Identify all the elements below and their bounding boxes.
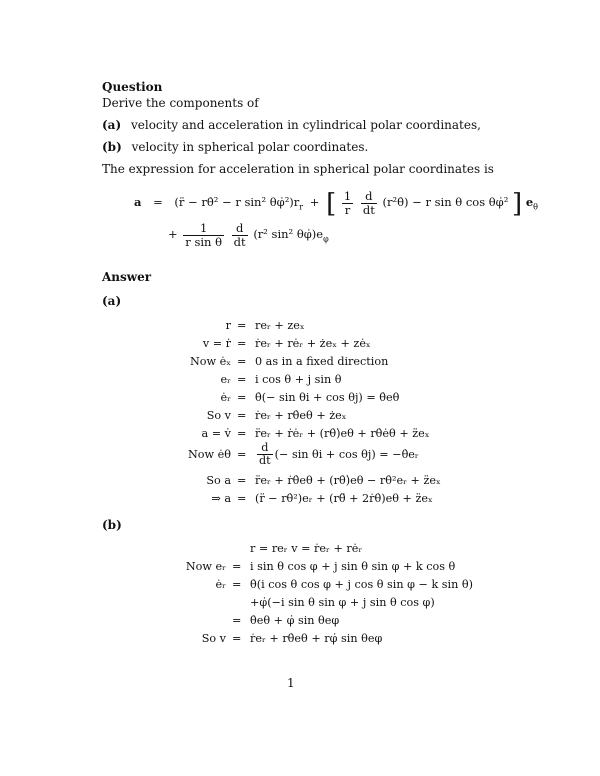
question-heading: Question [102, 80, 163, 94]
item-a [102, 118, 481, 132]
equation-rhs: +φ̇(−i sin θ sin φ + j sin θ cos φ) [250, 596, 435, 609]
acceleration-rel: = [153, 195, 163, 210]
equation-lhs: ⇒ a [211, 492, 231, 505]
fraction-num: d [257, 442, 273, 455]
right-bracket: ] [512, 189, 523, 220]
equation-relation: = [232, 560, 242, 573]
acceleration-radial-sub: r [299, 202, 304, 212]
item-b-text: velocity in spherical polar coordinates. [131, 140, 369, 154]
equation-lhs: Now eᵣ [185, 560, 226, 573]
equation-rhs: θ̇(i cos θ cos φ + j cos θ sin φ − k sin θ) [250, 578, 473, 591]
equation-rhs: (r̈ − rθ̇²)eᵣ + (rθ̈ + 2ṙθ̇)eθ + z̈eₓ [255, 492, 433, 505]
equation-relation: = [237, 373, 247, 386]
left-bracket: [ [326, 189, 337, 220]
equation-lhs: a = v̇ [201, 427, 231, 440]
equation-relation: = [237, 427, 247, 440]
e-theta-sub: θ [533, 202, 538, 212]
equation-rhs [255, 442, 419, 468]
equation-rhs: ṙeᵣ + rθ̇eθ + żeₓ [255, 409, 347, 422]
equation-lhs: eᵣ [220, 373, 231, 386]
equation-rhs: ṙeᵣ + rθ̇eθ + rφ̇ sin θeφ [250, 632, 383, 645]
item-a-label: (a) [102, 118, 122, 132]
equation-rhs: r̈eᵣ + ṙėᵣ + (rθ̇)̇eθ + rθ̇ėθ + z̈eₓ [255, 427, 430, 440]
fraction-d-dt [361, 190, 377, 216]
item-b [102, 140, 368, 154]
equation-lhs: So v [206, 409, 231, 422]
equation-rhs: θ̇(− sin θi + cos θj) = θ̇eθ [255, 391, 400, 404]
equation-relation: = [237, 391, 247, 404]
equation-lhs: r [225, 319, 231, 332]
fraction-num: d [361, 190, 377, 204]
equation-relation: = [237, 492, 247, 505]
equation-rhs: θ̇eθ + φ̇ sin θeφ [250, 614, 340, 627]
equation-lhs: ėᵣ [215, 578, 226, 591]
part-a-label: (a) [102, 294, 122, 308]
fraction-den: dt [259, 454, 271, 468]
part-b-label: (b) [102, 518, 122, 532]
acceleration-equation-line-2 [168, 222, 329, 248]
acceleration-plus: + [309, 195, 320, 210]
equation-lhs: ėᵣ [220, 391, 231, 404]
equation-rhs-text: (− sin θi + cos θj) = −θ̇eᵣ [274, 447, 419, 461]
acceleration-lhs: a [134, 195, 142, 210]
equation-relation: = [237, 319, 247, 332]
equation-rhs: i sin θ cos φ + j sin θ sin φ + k cos θ [250, 560, 456, 573]
e-theta: e [525, 195, 534, 210]
equation-rhs: ṙeᵣ + rėᵣ + żeₓ + zėₓ [255, 337, 371, 350]
equation-relation: = [237, 337, 247, 350]
e-phi-sub: φ [323, 234, 329, 244]
equation-relation: = [237, 409, 247, 422]
fraction-den: dt [362, 202, 375, 217]
acceleration-radial-term: (r̈ − rθ̇² − r sin² θφ̇²)r [174, 195, 300, 210]
fraction-d-dt-2 [232, 222, 248, 248]
item-b-label: (b) [102, 140, 122, 154]
question-intro: Derive the components of [102, 96, 259, 110]
equation-relation: = [232, 578, 242, 591]
equation-lhs: Now ėₓ [189, 355, 231, 368]
equation-lhs: Now ėθ [187, 448, 231, 461]
equation-relation: = [232, 614, 242, 627]
fraction-num: 1 [183, 222, 224, 236]
item-a-text: velocity and acceleration in cylindrical polar coordinates, [130, 118, 481, 132]
line2-plus: + [168, 227, 178, 242]
fraction-num: 1 [343, 189, 352, 203]
acceleration-phi-term: (r² sin² θφ̇)e [253, 227, 324, 242]
page-number: 1 [287, 676, 295, 690]
acceleration-equation-line-1 [134, 189, 538, 220]
equation-lhs: v = ṙ [202, 337, 231, 350]
equation-rhs: i cos θ + j sin θ [255, 373, 342, 386]
equation-rhs: reᵣ + zeₓ [255, 319, 305, 332]
equation-rhs: 0 as in a fixed direction [255, 355, 389, 368]
fraction-den: dt [233, 234, 246, 249]
fraction-1-over-rsin [183, 222, 224, 248]
fraction-num: d [232, 222, 248, 236]
expression-intro: The expression for acceleration in spherical polar coordinates is [102, 162, 494, 176]
fraction-den: r [344, 202, 351, 217]
fraction-1-over-r [342, 190, 353, 216]
equation-lhs: So a [206, 474, 231, 487]
answer-heading: Answer [102, 270, 152, 284]
fraction-den: r sin θ [185, 234, 223, 249]
equation-relation: = [237, 474, 247, 487]
part-b-top-line: r = reᵣ v = ṙeᵣ + rėᵣ [250, 542, 363, 555]
fraction-d-dt [257, 442, 273, 468]
equation-lhs: So v [201, 632, 226, 645]
acceleration-theta-term: (r²θ̇) − r sin θ cos θφ̇² [382, 195, 509, 210]
equation-relation: = [237, 448, 247, 461]
equation-relation: = [232, 632, 242, 645]
equation-relation: = [237, 355, 247, 368]
equation-rhs: r̈eᵣ + ṙθ̇eθ + (rθ̇)̇eθ − rθ̇²eᵣ + z̈eₓ [255, 474, 441, 487]
